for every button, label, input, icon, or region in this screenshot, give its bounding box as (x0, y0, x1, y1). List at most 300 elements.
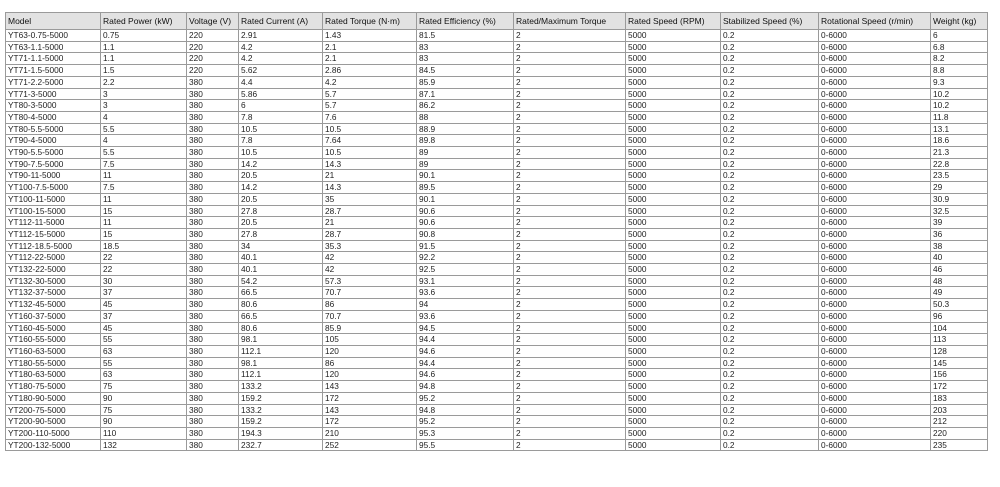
table-cell: 22 (101, 264, 187, 276)
table-cell: YT63-0.75-5000 (6, 30, 101, 42)
table-cell: 5000 (626, 170, 721, 182)
table-cell: 0-6000 (819, 345, 931, 357)
table-cell: 380 (187, 345, 239, 357)
table-cell: 380 (187, 381, 239, 393)
table-cell: 4.2 (239, 41, 323, 53)
table-cell: 36 (931, 228, 988, 240)
table-cell: 159.2 (239, 392, 323, 404)
table-cell: 7.5 (101, 182, 187, 194)
table-row (6, 170, 988, 182)
table-cell: 0-6000 (819, 416, 931, 428)
table-cell: 48 (931, 275, 988, 287)
table-cell: 0-6000 (819, 147, 931, 159)
table-row (6, 416, 988, 428)
table-cell: 2 (514, 123, 626, 135)
table-cell: 5000 (626, 334, 721, 346)
table-cell: 5000 (626, 275, 721, 287)
table-cell: 20.5 (239, 193, 323, 205)
table-cell: YT112-18.5-5000 (6, 240, 101, 252)
table-cell: 0.2 (721, 76, 819, 88)
table-cell: 3 (101, 100, 187, 112)
table-cell: 1.1 (101, 41, 187, 53)
table-cell: 380 (187, 264, 239, 276)
table-cell: 21.3 (931, 147, 988, 159)
table-cell: 380 (187, 439, 239, 451)
table-cell: YT80-4-5000 (6, 111, 101, 123)
table-cell: 84.5 (417, 65, 514, 77)
table-row (6, 287, 988, 299)
table-cell: 23.5 (931, 170, 988, 182)
table-cell: 380 (187, 100, 239, 112)
table-cell: 0.2 (721, 182, 819, 194)
table-cell: 10.5 (239, 123, 323, 135)
table-cell: 46 (931, 264, 988, 276)
table-cell: 0-6000 (819, 287, 931, 299)
column-header: Rated Torque (N·m) (323, 13, 417, 30)
table-cell: 5.86 (239, 88, 323, 100)
table-cell: 37 (101, 310, 187, 322)
table-cell: 39 (931, 217, 988, 229)
table-cell: 5000 (626, 369, 721, 381)
table-cell: 94.4 (417, 357, 514, 369)
table-cell: 5000 (626, 252, 721, 264)
table-cell: 2 (514, 322, 626, 334)
table-cell: 13.1 (931, 123, 988, 135)
table-cell: 93.6 (417, 310, 514, 322)
table-cell: YT90-11-5000 (6, 170, 101, 182)
table-cell: YT112-11-5000 (6, 217, 101, 229)
table-cell: 18.6 (931, 135, 988, 147)
table-cell: YT132-37-5000 (6, 287, 101, 299)
table-cell: 0-6000 (819, 427, 931, 439)
table-cell: 89.5 (417, 182, 514, 194)
table-row (6, 228, 988, 240)
table-cell: 0.2 (721, 439, 819, 451)
table-cell: 94.8 (417, 404, 514, 416)
table-cell: 2 (514, 217, 626, 229)
table-cell: 0-6000 (819, 41, 931, 53)
table-row (6, 100, 988, 112)
table-cell: 380 (187, 427, 239, 439)
table-cell: 2.1 (323, 53, 417, 65)
table-cell: 5000 (626, 30, 721, 42)
table-cell: 14.2 (239, 158, 323, 170)
table-cell: 6.8 (931, 41, 988, 53)
table-cell: 80.6 (239, 322, 323, 334)
table-cell: 2 (514, 357, 626, 369)
table-cell: 45 (101, 322, 187, 334)
table-cell: 85.9 (417, 76, 514, 88)
table-cell: 0.2 (721, 345, 819, 357)
table-cell: 5000 (626, 427, 721, 439)
table-cell: 380 (187, 182, 239, 194)
table-cell: 70.7 (323, 310, 417, 322)
table-cell: 0.2 (721, 416, 819, 428)
table-cell: 4 (101, 135, 187, 147)
table-cell: 5000 (626, 205, 721, 217)
table-cell: 0-6000 (819, 135, 931, 147)
table-cell: YT100-7.5-5000 (6, 182, 101, 194)
table-cell: 35 (323, 193, 417, 205)
table-cell: 0.2 (721, 88, 819, 100)
table-cell: 83 (417, 41, 514, 53)
table-cell: 252 (323, 439, 417, 451)
table-cell: YT180-55-5000 (6, 357, 101, 369)
table-cell: 2 (514, 275, 626, 287)
table-cell: 10.5 (323, 147, 417, 159)
table-cell: 0-6000 (819, 111, 931, 123)
table-cell: 0.2 (721, 369, 819, 381)
table-cell: 2.2 (101, 76, 187, 88)
table-cell: 380 (187, 205, 239, 217)
table-row (6, 53, 988, 65)
table-cell: 380 (187, 88, 239, 100)
table-cell: 95.5 (417, 439, 514, 451)
table-cell: 0-6000 (819, 205, 931, 217)
table-cell: 6 (931, 30, 988, 42)
table-row (6, 264, 988, 276)
table-cell: 75 (101, 381, 187, 393)
table-cell: 54.2 (239, 275, 323, 287)
column-header: Rated Current (A) (239, 13, 323, 30)
table-row (6, 427, 988, 439)
table-cell: 11 (101, 217, 187, 229)
table-cell: 5000 (626, 111, 721, 123)
table-cell: 5000 (626, 100, 721, 112)
table-cell: 0.2 (721, 111, 819, 123)
table-cell: 38 (931, 240, 988, 252)
table-cell: 0.2 (721, 322, 819, 334)
table-cell: YT132-30-5000 (6, 275, 101, 287)
table-cell: 2 (514, 240, 626, 252)
table-cell: 5000 (626, 65, 721, 77)
table-cell: 2 (514, 310, 626, 322)
table-cell: 9.3 (931, 76, 988, 88)
table-cell: 0.2 (721, 217, 819, 229)
table-cell: 133.2 (239, 381, 323, 393)
table-cell: 220 (931, 427, 988, 439)
table-cell: 90.6 (417, 217, 514, 229)
table-cell: 380 (187, 158, 239, 170)
table-cell: 94.6 (417, 345, 514, 357)
table-cell: 88.9 (417, 123, 514, 135)
table-cell: 5000 (626, 392, 721, 404)
table-cell: 380 (187, 228, 239, 240)
table-cell: 40.1 (239, 264, 323, 276)
table-cell: 0.2 (721, 404, 819, 416)
table-cell: 0-6000 (819, 217, 931, 229)
table-cell: 112.1 (239, 345, 323, 357)
table-cell: 63 (101, 345, 187, 357)
table-cell: 5000 (626, 76, 721, 88)
table-cell: YT160-45-5000 (6, 322, 101, 334)
table-cell: 0-6000 (819, 369, 931, 381)
table-cell: 5000 (626, 439, 721, 451)
column-header: Model (6, 13, 101, 30)
table-cell: 8.8 (931, 65, 988, 77)
table-cell: 28.7 (323, 228, 417, 240)
table-cell: 0.2 (721, 357, 819, 369)
table-cell: YT71-3-5000 (6, 88, 101, 100)
table-cell: 120 (323, 369, 417, 381)
table-cell: 0-6000 (819, 228, 931, 240)
table-row (6, 182, 988, 194)
table-cell: 5000 (626, 264, 721, 276)
table-cell: 90.1 (417, 170, 514, 182)
table-cell: 0-6000 (819, 193, 931, 205)
table-row (6, 310, 988, 322)
table-cell: 5000 (626, 41, 721, 53)
table-cell: 380 (187, 322, 239, 334)
table-cell: 27.8 (239, 205, 323, 217)
table-cell: 96 (931, 310, 988, 322)
table-cell: 5000 (626, 287, 721, 299)
table-cell: 88 (417, 111, 514, 123)
table-cell: 194.3 (239, 427, 323, 439)
table-cell: 380 (187, 193, 239, 205)
table-cell: YT100-11-5000 (6, 193, 101, 205)
table-cell: 0-6000 (819, 439, 931, 451)
table-cell: 0.2 (721, 123, 819, 135)
table-cell: 2 (514, 205, 626, 217)
table-row (6, 392, 988, 404)
table-cell: 40 (931, 252, 988, 264)
table-row (6, 357, 988, 369)
table-cell: 15 (101, 205, 187, 217)
table-cell: 159.2 (239, 416, 323, 428)
table-cell: 380 (187, 392, 239, 404)
table-cell: 172 (323, 416, 417, 428)
table-cell: 5000 (626, 299, 721, 311)
table-cell: 0.2 (721, 392, 819, 404)
table-row (6, 322, 988, 334)
table-cell: 0.2 (721, 41, 819, 53)
table-cell: 0-6000 (819, 275, 931, 287)
table-cell: 220 (187, 53, 239, 65)
table-header (6, 13, 988, 30)
table-cell: 4.2 (239, 53, 323, 65)
table-cell: 70.7 (323, 287, 417, 299)
table-cell: 380 (187, 147, 239, 159)
table-cell: 2 (514, 135, 626, 147)
table-cell: 145 (931, 357, 988, 369)
table-cell: 380 (187, 357, 239, 369)
table-cell: 2.86 (323, 65, 417, 77)
table-cell: 1.1 (101, 53, 187, 65)
table-cell: YT160-37-5000 (6, 310, 101, 322)
table-cell: 2 (514, 287, 626, 299)
table-cell: YT160-63-5000 (6, 345, 101, 357)
table-cell: 0.2 (721, 275, 819, 287)
table-cell: 2 (514, 264, 626, 276)
table-cell: 2 (514, 392, 626, 404)
table-cell: 2 (514, 100, 626, 112)
table-cell: 8.2 (931, 53, 988, 65)
table-cell: 0-6000 (819, 357, 931, 369)
table-cell: 55 (101, 357, 187, 369)
table-cell: 95.3 (417, 427, 514, 439)
table-cell: 2 (514, 299, 626, 311)
table-cell: 110 (101, 427, 187, 439)
table-cell: 2.91 (239, 30, 323, 42)
table-cell: 94.8 (417, 381, 514, 393)
table-cell: 5000 (626, 404, 721, 416)
table-cell: 21 (323, 170, 417, 182)
table-cell: 0-6000 (819, 88, 931, 100)
table-cell: 5000 (626, 322, 721, 334)
table-row (6, 217, 988, 229)
table-cell: 0.2 (721, 334, 819, 346)
table-cell: YT71-1.1-5000 (6, 53, 101, 65)
table-cell: 2 (514, 228, 626, 240)
table-cell: YT200-132-5000 (6, 439, 101, 451)
table-cell: 0-6000 (819, 158, 931, 170)
table-cell: 92.5 (417, 264, 514, 276)
table-cell: 0-6000 (819, 310, 931, 322)
table-cell: 0-6000 (819, 334, 931, 346)
table-cell: 11 (101, 193, 187, 205)
column-header: Rated/Maximum Torque (514, 13, 626, 30)
table-cell: 212 (931, 416, 988, 428)
table-cell: 37 (101, 287, 187, 299)
table-cell: 0.2 (721, 381, 819, 393)
table-row (6, 193, 988, 205)
table-row (6, 345, 988, 357)
table-cell: 57.3 (323, 275, 417, 287)
table-cell: 2 (514, 158, 626, 170)
table-cell: 0.75 (101, 30, 187, 42)
table-cell: 2.1 (323, 41, 417, 53)
table-cell: 2 (514, 193, 626, 205)
table-cell: 1.43 (323, 30, 417, 42)
table-cell: 0-6000 (819, 404, 931, 416)
table-cell: 380 (187, 135, 239, 147)
table-cell: 0.2 (721, 205, 819, 217)
table-cell: 50.3 (931, 299, 988, 311)
table-cell: 380 (187, 310, 239, 322)
table-cell: 2 (514, 427, 626, 439)
table-cell: 132 (101, 439, 187, 451)
table-cell: 2 (514, 381, 626, 393)
table-cell: 6 (239, 100, 323, 112)
table-row (6, 439, 988, 451)
table-cell: YT90-5.5-5000 (6, 147, 101, 159)
motor-spec-table-container (5, 12, 987, 451)
table-cell: 2 (514, 404, 626, 416)
table-row (6, 275, 988, 287)
table-cell: 21 (323, 217, 417, 229)
table-cell: 380 (187, 416, 239, 428)
table-cell: 2 (514, 369, 626, 381)
table-cell: 42 (323, 252, 417, 264)
table-cell: 120 (323, 345, 417, 357)
table-cell: 380 (187, 404, 239, 416)
table-cell: YT80-5.5-5000 (6, 123, 101, 135)
table-cell: 5000 (626, 193, 721, 205)
column-header: Stabilized Speed (%) (721, 13, 819, 30)
table-cell: 5.7 (323, 100, 417, 112)
table-cell: 0-6000 (819, 381, 931, 393)
table-cell: 66.5 (239, 310, 323, 322)
table-cell: YT90-4-5000 (6, 135, 101, 147)
table-cell: 380 (187, 76, 239, 88)
table-cell: 0.2 (721, 100, 819, 112)
column-header: Rated Power (kW) (101, 13, 187, 30)
table-cell: YT100-15-5000 (6, 205, 101, 217)
column-header: Voltage (V) (187, 13, 239, 30)
table-cell: 32.5 (931, 205, 988, 217)
table-cell: YT200-75-5000 (6, 404, 101, 416)
table-cell: 143 (323, 381, 417, 393)
table-cell: 128 (931, 345, 988, 357)
table-cell: 220 (187, 30, 239, 42)
table-cell: 49 (931, 287, 988, 299)
table-cell: 5000 (626, 228, 721, 240)
table-row (6, 41, 988, 53)
table-cell: 75 (101, 404, 187, 416)
table-cell: 380 (187, 252, 239, 264)
table-cell: 20.5 (239, 217, 323, 229)
table-cell: 4.4 (239, 76, 323, 88)
table-cell: 7.6 (323, 111, 417, 123)
table-cell: 5000 (626, 135, 721, 147)
table-cell: 380 (187, 299, 239, 311)
table-row (6, 147, 988, 159)
table-cell: 0.2 (721, 287, 819, 299)
table-cell: 11 (101, 170, 187, 182)
table-row (6, 30, 988, 42)
table-cell: 133.2 (239, 404, 323, 416)
table-cell: 2 (514, 30, 626, 42)
table-cell: 220 (187, 41, 239, 53)
table-row (6, 123, 988, 135)
table-cell: 94.4 (417, 334, 514, 346)
table-cell: 380 (187, 275, 239, 287)
table-cell: 93.1 (417, 275, 514, 287)
table-body (6, 30, 988, 451)
table-cell: 11.8 (931, 111, 988, 123)
table-cell: YT132-45-5000 (6, 299, 101, 311)
header-row (6, 13, 988, 30)
table-cell: 10.5 (239, 147, 323, 159)
table-cell: 66.5 (239, 287, 323, 299)
table-cell: 35.3 (323, 240, 417, 252)
table-cell: 89.8 (417, 135, 514, 147)
table-cell: 5000 (626, 416, 721, 428)
table-cell: YT180-63-5000 (6, 369, 101, 381)
table-cell: 55 (101, 334, 187, 346)
column-header: Rotational Speed (r/min) (819, 13, 931, 30)
table-cell: 91.5 (417, 240, 514, 252)
table-cell: 86.2 (417, 100, 514, 112)
table-cell: 14.2 (239, 182, 323, 194)
table-cell: 90.6 (417, 205, 514, 217)
table-cell: 98.1 (239, 357, 323, 369)
table-cell: 5.5 (101, 123, 187, 135)
table-cell: 42 (323, 264, 417, 276)
table-cell: 85.9 (323, 322, 417, 334)
table-cell: 0.2 (721, 65, 819, 77)
table-cell: 0-6000 (819, 53, 931, 65)
table-row (6, 404, 988, 416)
table-cell: 92.2 (417, 252, 514, 264)
table-cell: 90.8 (417, 228, 514, 240)
table-row (6, 334, 988, 346)
table-cell: 5000 (626, 158, 721, 170)
table-cell: 98.1 (239, 334, 323, 346)
table-cell: 380 (187, 170, 239, 182)
table-cell: 14.3 (323, 158, 417, 170)
